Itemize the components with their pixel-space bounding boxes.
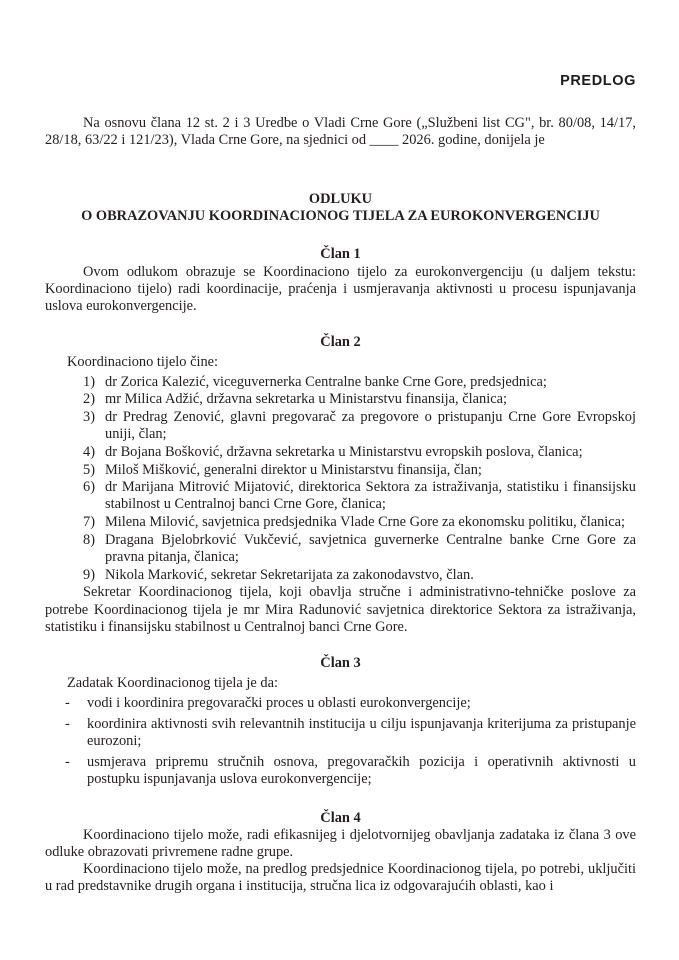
article-1-body: Ovom odlukom obrazuje se Koordinaciono tijelo za eurokonvergenciju (u daljem tekstu: Koordinaciono tijelo) radi koordinacije, praćenja i usmjeravanja aktivnosti u procesu ispunjavanja uslova eurokonvergencije. [45,263,636,314]
list-item-marker: 2) [83,391,95,408]
preamble-paragraph: Na osnovu člana 12 st. 2 i 3 Uredbe o Vladi Crne Gore („Službeni list CG", br. 80/08, 14/17, 28/18, 63/22 i 121/23), Vlada Crne Gore, na sjednici od ____ 2026. godine, donijela je [45,114,636,148]
coordination-body-task-list [45,695,636,788]
article-2-secretary-paragraph: Sekretar Koordinacionog tijela, koji obavlja stručne i administrativno-tehničke poslove za potrebe Koordinacionog tijela je mr Mira Radunović savjetnica direktorice Sektora za istraživanja, statistiku i finansijsku stabilnost u Centralnoj banci Crne Gore. [45,584,636,635]
article-4-paragraph-1: Koordinaciono tijelo može, radi efikasnijeg i djelotvornijeg obavljanja zadataka iz člana 3 ove odluke obrazovati privremene radne grupe. [45,826,636,860]
list-item-text: Milena Milović, savjetnica predsjednika Vlade Crne Gore za ekonomsku politiku, članica; [105,514,626,531]
list-item-text: usmjerava pripremu stručnih osnova, pregovaračkih pozicija i operativnih aktivnosti u postupku ispunjavanja uslova eurokonvergencije; [87,754,636,788]
list-item-text: koordinira aktivnosti svih relevantnih institucija u cilju ispunjavanja kriterijuma za pristupanje eurozoni; [87,716,636,750]
list-item-text: vodi i koordinira pregovarački proces u oblasti eurokonvergencije; [87,695,471,712]
list-item-marker: 5) [83,461,95,478]
list-item [45,532,636,566]
decision-title-block [45,191,636,225]
list-item [45,695,636,712]
list-item-text: dr Marijana Mitrović Mijatović, direktorica Sektora za istraživanja, statistiku i finansijsku stabilnost u Centralnoj banci Crne Gore, članica; [105,479,636,513]
list-item [45,409,636,443]
list-item [45,567,636,584]
list-item-marker: 8) [83,531,95,548]
dash-bullet-icon: - [65,754,70,771]
list-item [45,374,636,391]
article-3-lead: Zadatak Koordinacionog tijela je da: [67,675,278,692]
list-item-text: Dragana Bjelobrković Vukčević, savjetnica guvernerke Centralne banke Crne Gore za pravna pitanja, članica; [105,531,636,566]
article-4-heading: Član 4 [320,809,361,826]
decision-title-line2: O OBRAZOVANJU KOORDINACIONOG TIJELA ZA EUROKONVERGENCIJU [81,208,600,225]
document-header-label: PREDLOG [560,73,636,89]
dash-bullet-icon: - [65,716,70,733]
list-item-marker: 6) [83,479,95,496]
article-4-paragraph-2: Koordinaciono tijelo može, na predlog predsjednice Koordinacionog tijela, po potrebi, uključiti u rad predstavnike drugih organa i institucija, stručna lica iz odgovarajućih oblasti, kao i [45,861,636,895]
list-item-text: dr Zorica Kalezić, viceguvernerka Centralne banke Crne Gore, predsjednica; [105,373,547,390]
list-item-marker: 9) [83,566,95,583]
list-item [45,444,636,461]
dash-bullet-icon: - [65,695,70,712]
list-item [45,462,636,479]
decision-title-line1: ODLUKU [308,190,373,207]
article-2-heading: Član 2 [320,334,361,351]
article-3-heading: Član 3 [320,655,361,672]
list-item [45,716,636,750]
list-item [45,754,636,788]
list-item-text: Miloš Mišković, generalni direktor u Ministarstvu finansija, član; [105,461,482,478]
list-item-marker: 4) [83,443,95,460]
list-item-marker: 7) [83,514,95,531]
list-item [45,391,636,408]
list-item [45,514,636,531]
list-item-text: dr Bojana Bošković, državna sekretarka u Ministarstvu evropskih poslova, članica; [105,443,583,460]
coordination-body-member-list [45,374,636,584]
list-item-marker: 3) [83,408,95,425]
list-item-marker: 1) [83,373,95,390]
list-item-text: mr Milica Adžić, državna sekretarka u Ministarstvu finansija, članica; [105,391,507,408]
list-item-text: dr Predrag Zenović, glavni pregovarač za pregovore o pristupanju Crne Gore Evropskoj uniji, član; [105,408,636,443]
list-item [45,479,636,513]
article-2-lead: Koordinaciono tijelo čine: [67,354,219,371]
article-1-heading: Član 1 [320,246,361,263]
list-item-text: Nikola Marković, sekretar Sekretarijata za zakonodavstvo, član. [105,566,474,583]
